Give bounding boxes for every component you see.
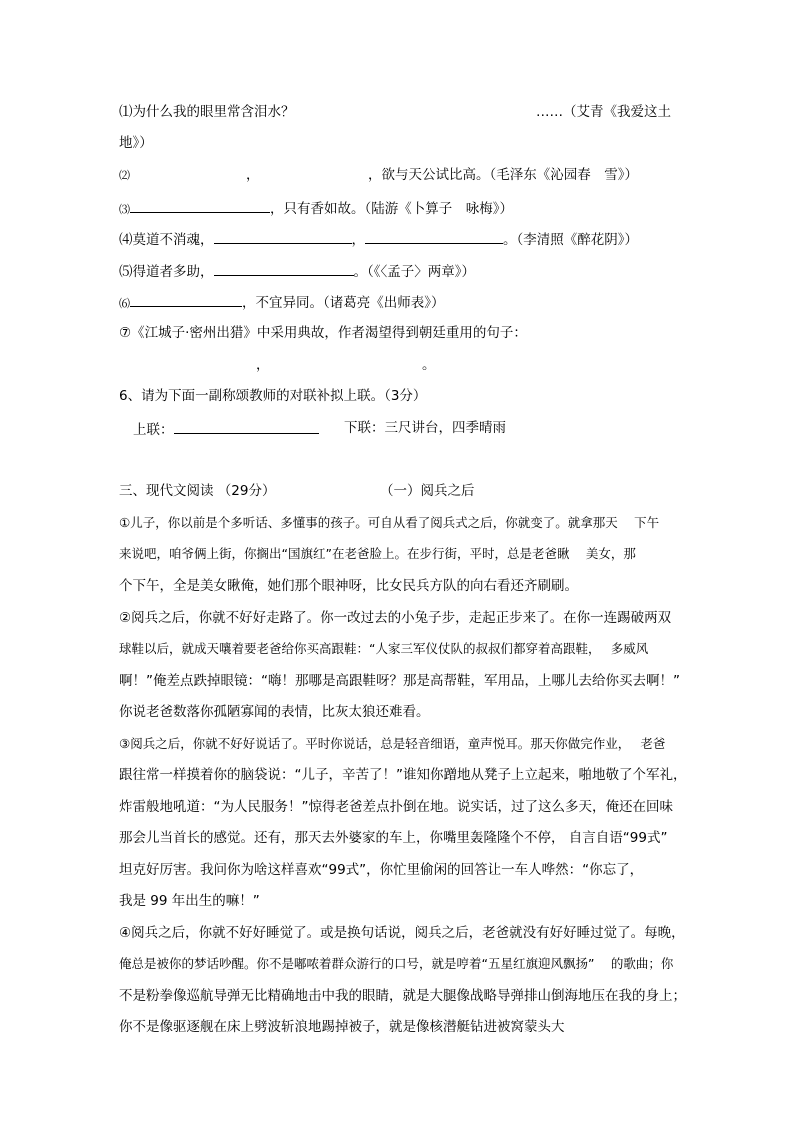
q4-source: 。（李清照《醉花阴》）: [503, 232, 638, 248]
q4-blank-1[interactable]: [214, 229, 352, 244]
q4-comma: ，: [351, 232, 365, 248]
passage-line: ④阅兵之后，你就不好好睡觉了。或是换句话说，阅兵之后，老爸就没有好好睡过觉了。每晚，: [119, 925, 685, 941]
passage-line: ③阅兵之后，你就不好好说话了。平时你说话，总是轻音细语，童声悦耳。那天你做完作业， 老爸: [119, 736, 666, 751]
couplet-row: [133, 419, 319, 439]
q2-text: ，欲与天公试比高。（毛泽东《沁园春 雪》）: [368, 167, 638, 183]
q5-source: 。（《〈孟子〉两章》）: [353, 264, 475, 280]
lower-couplet: 下联：三尺讲台，四季晴雨: [344, 420, 506, 436]
q2-mark: ⑵: [119, 169, 130, 182]
passage-line: 球鞋以后，就成天嚷着要老爸给你买高跟鞋：“人家三军仪仗队的叔叔们都穿着高跟鞋， 多威风: [119, 641, 649, 656]
question-5: [119, 261, 475, 281]
q5-blank[interactable]: [214, 261, 354, 276]
q3-mark: ⑶: [119, 203, 130, 216]
question-6: [119, 292, 445, 313]
q6-mark: ⑹: [119, 297, 130, 310]
q6-blank[interactable]: [130, 292, 242, 307]
passage-line: ②阅兵之后，你就不好好走路了。你一改过去的小兔子步，走起正步来了。在你一连踢破两双: [119, 610, 672, 626]
passage-line: 你不是像驱逐舰在床上劈波斩浪地踢掉被子，就是像核潜艇钻进被窝蒙头大: [119, 1019, 565, 1035]
q1-source-cont: 地》）: [119, 135, 153, 151]
passage-line: 啊！”俺差点跌掉眼镜：“嗨！那哪是高跟鞋呀？那是高帮鞋，军用品，上哪儿去给你买去啊！”: [119, 673, 680, 689]
q7-period: 。: [422, 357, 436, 373]
q1-source: ……（艾青《我爱这土: [536, 104, 671, 120]
passage-line: 俺总是被你的梦话吵醒。你不是嘟哝着群众游行的口号，就是哼着“五星红旗迎风飘扬” 的歌曲；你: [119, 956, 674, 971]
upper-blank[interactable]: [174, 419, 319, 434]
passage-line: ①儿子，你以前是个多听话、多懂事的孩子。可自从看了阅兵式之后，你就变了。就拿那天 下午: [119, 515, 660, 530]
passage-line: 那会儿当首长的感觉。还有，那天去外婆家的车上，你嘴里轰隆隆个不停， 自言自语“99式”: [119, 830, 668, 846]
q3-text: ，只有香如故。（陆游《卜算子 咏梅》）: [270, 201, 513, 217]
q6-text: ，不宜异同。（诸葛亮《出师表》）: [242, 295, 445, 311]
question-1: [119, 103, 295, 121]
passage-line: 个下午，全是美女瞅俺，她们那个眼神呀，比女民兵方队的向右看还齐刷刷。: [119, 578, 578, 594]
q3-blank[interactable]: [130, 198, 270, 213]
passage-line: 坦克好厉害。我问你为啥这样喜欢“99式”，你忙里偷闲的回答让一车人哗然：“你忘了，: [119, 862, 644, 878]
upper-label: 上联：: [133, 422, 174, 438]
q5-text: ⑸得道者多助，: [119, 264, 214, 280]
q4-blank-2[interactable]: [365, 229, 503, 244]
q2-comma: ，: [246, 167, 260, 183]
passage-line: 炸雷般地吼道：“为人民服务！”惊得老爸差点扑倒在地。说实话，过了这么多天，俺还在回味: [119, 799, 673, 815]
question-7: ⑦《江城子·密州出猎》中采用典故，作者渴望得到朝廷重用的句子：: [119, 325, 527, 341]
q7-comma: ，: [256, 357, 270, 373]
passage-line: 你说老爸数落你孤陋寡闻的表情，比灰太狼还难看。: [119, 704, 430, 720]
passage-line: 跟往常一样摸着你的脑袋说：“儿子，辛苦了！”谁知你蹭地从凳子上立起来，啪地敬了个军礼，: [119, 767, 687, 783]
passage-line: 不是粉拳像巡航导弹无比精确地击中我的眼睛，就是大腿像战略导弹排山倒海地压在我的身上；: [119, 988, 686, 1004]
passage-line: 来说吧，咱爷俩上街，你搁出“国旗红”在老爸脸上。在步行街，平时，总是老爸瞅 美女，那: [119, 546, 636, 561]
q1-text: ⑴为什么我的眼里常含泪水？: [119, 104, 295, 120]
question-3: [119, 198, 513, 219]
question-2: [119, 166, 130, 185]
question-4: [119, 229, 638, 249]
q4-text: ⑷莫道不消魂，: [119, 232, 214, 248]
couplet-question: 6、请为下面一副称颂教师的对联补拟上联。（3分）: [119, 388, 427, 404]
section-title: 三、现代文阅读 （29分）: [119, 483, 276, 499]
passage-title: （一）阅兵之后: [380, 483, 475, 499]
passage-line: 我是 99 年出生的嘛！”: [119, 893, 260, 909]
